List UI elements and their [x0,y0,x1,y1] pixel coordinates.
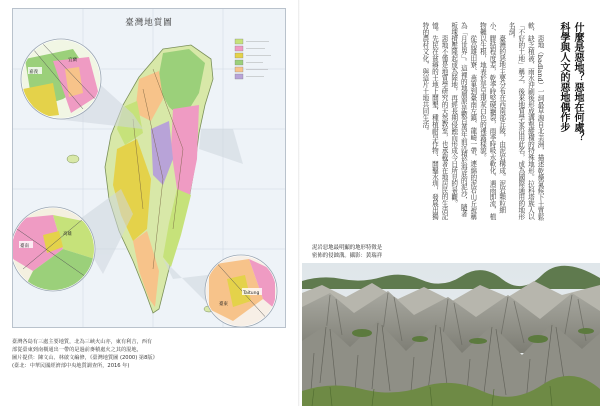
legend-swatch [235,39,243,44]
photo-caption [312,244,382,260]
taiwan-geologic-map [12,8,286,328]
legend-swatch [235,46,243,51]
inset-southwest [13,207,95,291]
legend-swatch [235,53,243,58]
inset-label: 臺東 [219,302,228,307]
legend-swatch [235,67,243,72]
headline-line: 什麼是惡地？惡地在何處？ [572,22,583,142]
badland-photo [302,263,600,406]
body-paragraph: 惡地不僅是地質學研究的天然教室，也承載著在地居民的生活記憶。先民在貧瘠的土地上開墾，種植耐旱作物、開鑿水圳，發展出獨特的農村文化，與這片土地共同生活。 [420,22,449,220]
legend-swatch [235,60,243,65]
article-body [334,22,544,222]
inset-label: 高雄 [63,232,72,237]
inset-label: Taitung [243,291,260,296]
map-caption [12,338,284,370]
caption-line: 臺灣各島有三處主要地質，北為三峽火山亦，東有利吉，西有 [12,339,153,345]
penghu-island [67,155,79,163]
map-graphic [13,9,285,327]
inset-north [21,39,101,119]
body-paragraph: 從高雄田寮、燕巢到臺南左鎮、龍崎一帶，連綿的泥岩山丘被稱為「月世界」。這裡的地層原是數百萬年前沉積於海底的泥沙，隨著板塊擠壓隆起成為陸地，再經長期侵蝕而形成今日所見的景觀。 [449,22,477,220]
caption-line: 部從臺東到南橫通出一帶的是過前麥積處火之其的混地， [12,347,142,353]
photo-caption-line: 密佈的侵蝕溝。攝影：黃瑞祥 [312,253,383,259]
inset-label: 宜蘭 [68,58,77,63]
caption-line: (臺北：中華民國經濟部中央地質調查所，2016 年) [12,363,130,369]
inset-southeast [205,255,277,327]
map-title: 臺灣地質圖 [125,18,173,28]
inset-label: 嘉義 [29,70,38,75]
inset-label: 臺南 [20,244,29,249]
body-paragraph: 惡地（badland）一詞最早源自北美洲，描述乾燥氣候下土質鬆軟、缺乏植被、雨水沖刷後形成溝壑縱橫的特殊地形。拉科塔族人以「不好的土地」稱之，後來地質學家沿用此名，成為國際通用的地形名詞。 [507,22,544,221]
legend-swatch [235,74,243,79]
body-paragraph: 臺灣的惡地主要分布在西南部丘陵，由泥岩構成。泥岩顆粒細小、膠結程度差，乾季時堅硬龜裂，雨季時吸水軟化、遇雨即流，植物難以生根，地表於是呈現灰白色的裸露樣貌。 [478,22,506,220]
article-headline [556,22,584,222]
caption-line: 圖片提供：陳文山、林啟文編修，《臺灣地質圖 (2000) 第8版》 [12,355,158,361]
headline-line: 科學與人文的惡地偶作步 [558,22,569,132]
photo-caption-line: 泥岩惡地最明顯的地形特徵是 [312,245,383,251]
